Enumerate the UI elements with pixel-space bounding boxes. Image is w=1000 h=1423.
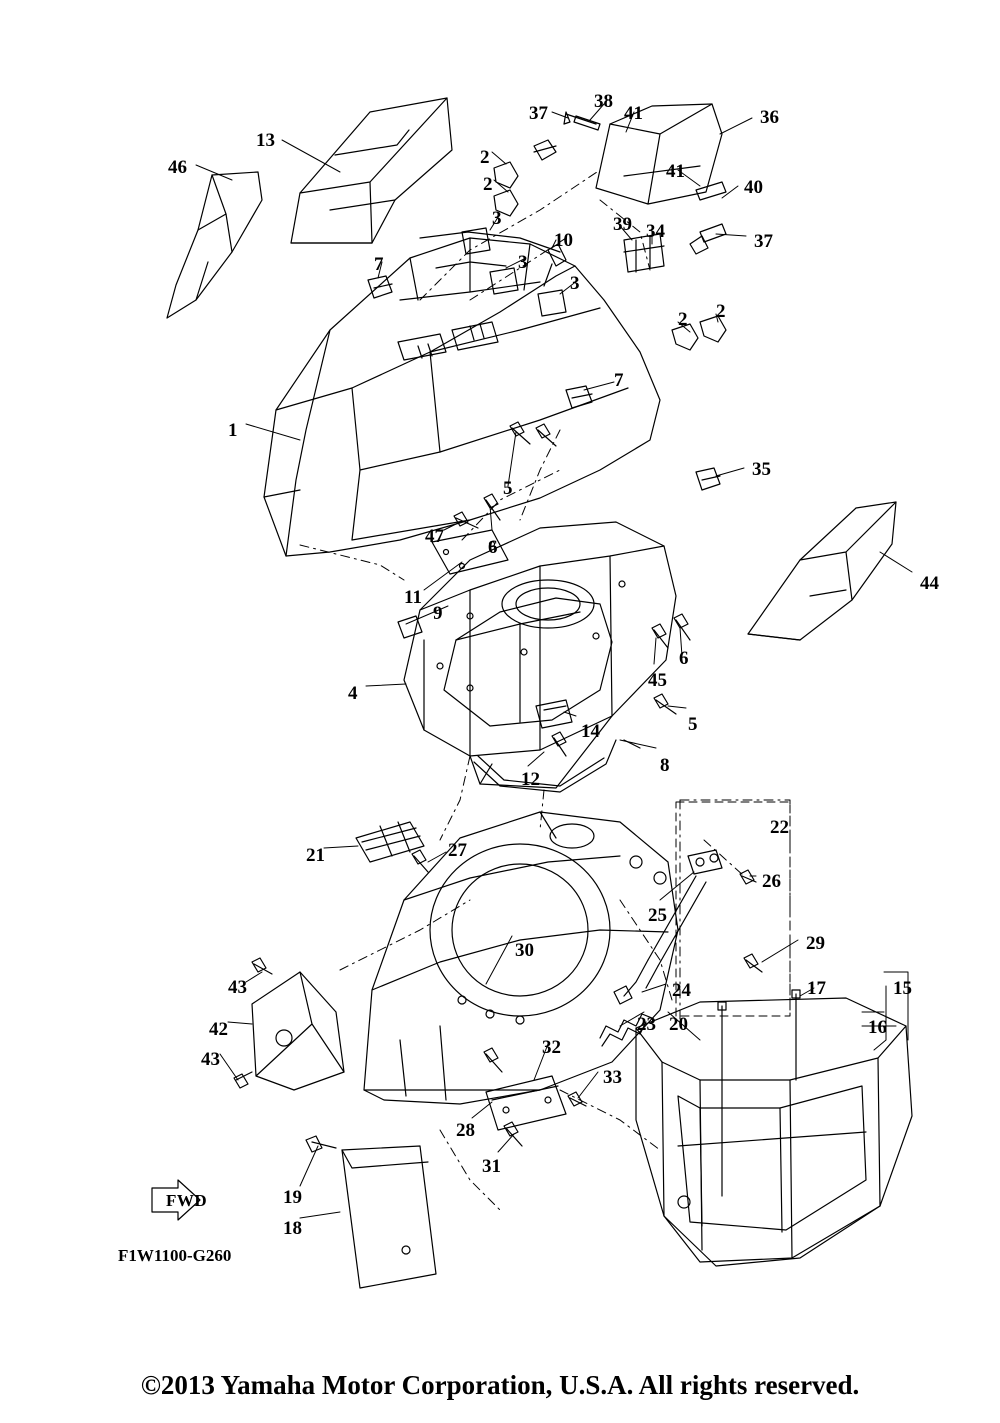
callout-5-a: 5 <box>503 478 513 499</box>
callout-42: 42 <box>209 1019 228 1040</box>
callout-2-c: 2 <box>678 309 688 330</box>
callout-37-b: 37 <box>754 231 773 252</box>
callout-2-b: 2 <box>483 174 493 195</box>
callout-46: 46 <box>168 157 187 178</box>
part-4-hatch-base <box>404 522 676 788</box>
callout-43-a: 43 <box>228 977 247 998</box>
callout-17: 17 <box>807 978 826 999</box>
callout-3-a: 3 <box>492 208 502 229</box>
callout-39: 39 <box>613 214 632 235</box>
callout-41-b: 41 <box>666 161 685 182</box>
callout-9: 9 <box>433 603 443 624</box>
callout-22: 22 <box>770 817 789 838</box>
callout-37-top: 37 <box>529 103 548 124</box>
callout-3-c: 3 <box>570 273 580 294</box>
callout-11: 11 <box>404 587 422 608</box>
part-1-hood <box>264 232 660 556</box>
callout-18: 18 <box>283 1218 302 1239</box>
callout-44: 44 <box>920 573 939 594</box>
callout-41-top: 41 <box>624 103 643 124</box>
callout-38: 38 <box>594 91 613 112</box>
part-36-lid <box>596 104 722 204</box>
callout-19: 19 <box>283 1187 302 1208</box>
callout-26: 26 <box>762 871 781 892</box>
fwd-label: FWD <box>166 1191 208 1210</box>
callout-24: 24 <box>672 980 691 1001</box>
part-18-panel <box>306 1136 436 1288</box>
callout-28: 28 <box>456 1120 475 1141</box>
callout-35: 35 <box>752 459 771 480</box>
copyright-notice: ©2013 Yamaha Motor Corporation, U.S.A. All rights reserved. <box>140 1370 860 1400</box>
callout-1: 1 <box>228 420 238 441</box>
part-35-bolt <box>696 468 720 490</box>
part-code: F1W1100-G260 <box>118 1246 232 1265</box>
part-44-trim <box>748 502 896 640</box>
callout-29: 29 <box>806 933 825 954</box>
callout-45: 45 <box>648 670 667 691</box>
callout-7-a: 7 <box>374 254 384 275</box>
callout-30: 30 <box>515 940 534 961</box>
callout-5-b: 5 <box>688 714 698 735</box>
callout-6-a: 6 <box>488 537 498 558</box>
callout-2-a: 2 <box>480 147 490 168</box>
callout-33: 33 <box>603 1067 622 1088</box>
part-29-bolt <box>744 954 762 972</box>
part-46-trim <box>167 172 262 318</box>
callout-31: 31 <box>482 1156 501 1177</box>
callout-36: 36 <box>760 107 779 128</box>
callout-14: 14 <box>581 721 600 742</box>
callout-23: 23 <box>637 1014 656 1035</box>
callout-43-b: 43 <box>201 1049 220 1070</box>
callout-3-b: 3 <box>518 252 528 273</box>
callout-40: 40 <box>744 177 763 198</box>
part-25-stay <box>624 850 756 996</box>
callout-21: 21 <box>306 845 325 866</box>
callout-8: 8 <box>660 755 670 776</box>
callout-16: 16 <box>868 1017 887 1038</box>
callout-6-b: 6 <box>679 648 689 669</box>
part-7-bolts <box>368 273 592 408</box>
callout-10: 10 <box>554 230 573 251</box>
callout-13: 13 <box>256 130 275 151</box>
callout-12: 12 <box>521 769 540 790</box>
callout-32: 32 <box>542 1037 561 1058</box>
callout-47: 47 <box>425 526 444 547</box>
callout-7-b: 7 <box>614 370 624 391</box>
part-27-bolt <box>412 850 428 872</box>
callout-25: 25 <box>648 905 667 926</box>
callout-2-d: 2 <box>716 301 726 322</box>
callout-34: 34 <box>646 221 665 242</box>
part-13-tray <box>291 98 452 243</box>
part-14-bracket <box>536 700 572 728</box>
callout-27: 27 <box>448 840 467 861</box>
callout-20: 20 <box>669 1014 688 1035</box>
callout-4: 4 <box>348 683 358 704</box>
callout-15: 15 <box>893 978 912 999</box>
